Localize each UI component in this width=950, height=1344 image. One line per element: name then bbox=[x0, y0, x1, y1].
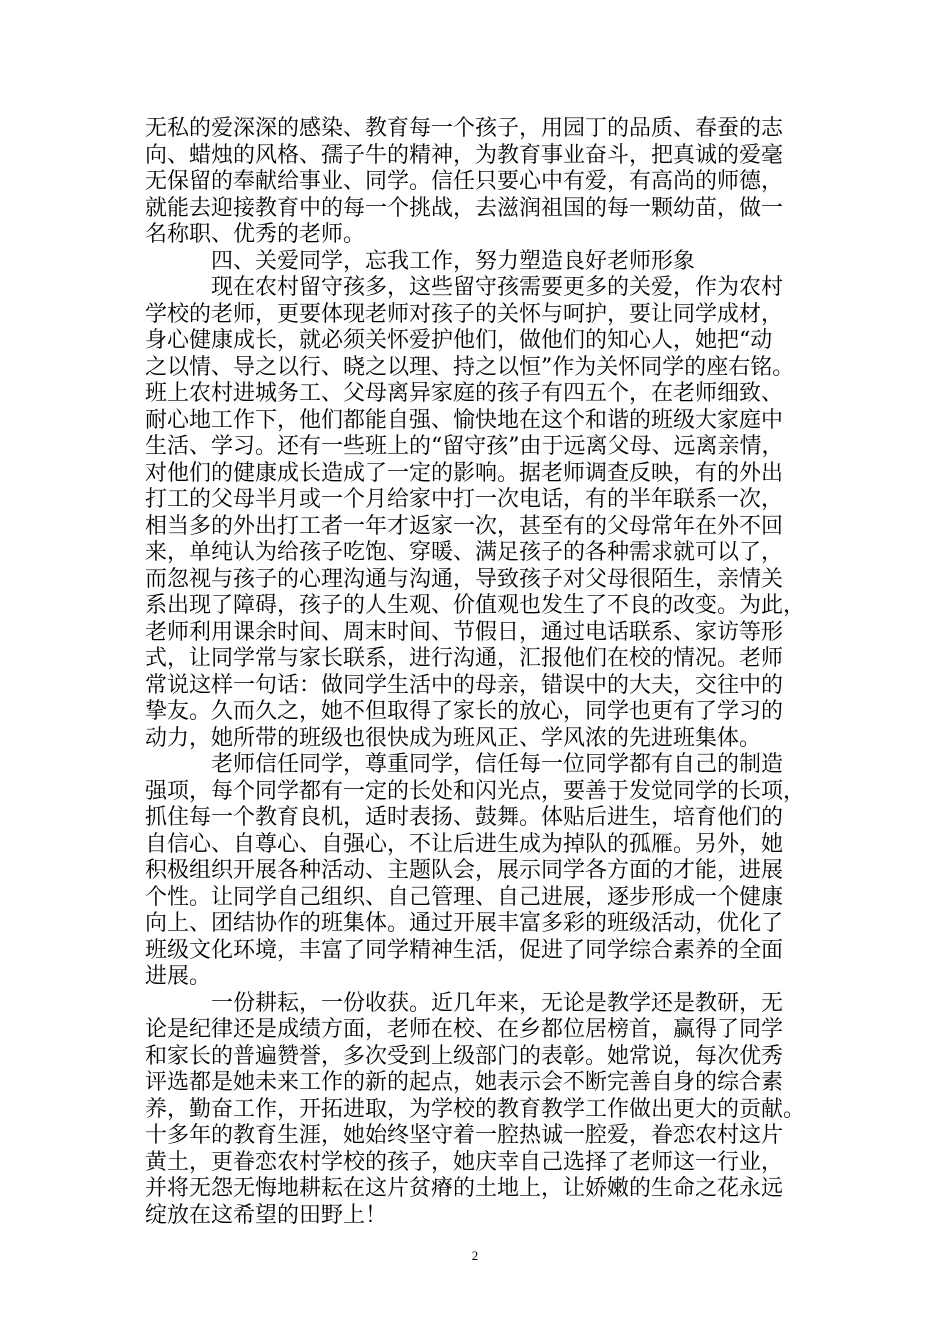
text-line: 个性。让同学自己组织、自己管理、自己进展，逐步形成一个健康 bbox=[145, 884, 784, 910]
paragraph-first-line: 一份耕耘，一份收获。近几年来，无论是教学还是教研，无 bbox=[211, 990, 784, 1016]
text-line: 无私的爱深深的感染、教育每一个孩子，用园丁的品质、春蚕的志 bbox=[145, 116, 784, 141]
text-line: 生活、学习。还有一些班上的“留守孩”由于远离父母、远离亲情， bbox=[145, 434, 784, 459]
text-line: 耐心地工作下，他们都能自强、愉快地在这个和谐的班级大家庭中 bbox=[145, 407, 784, 433]
text-line: 相当多的外出打工者一年才返家一次，甚至有的父母常年在外不回 bbox=[145, 513, 784, 539]
paragraph-first-line: 老师信任同学，尊重同学，信任每一位同学都有自己的制造 bbox=[211, 752, 784, 777]
text-line: 强项，每个同学都有一定的长处和闪光点，要善于发觉同学的长项， bbox=[145, 778, 806, 804]
text-line: 老师利用课余时间、周末时间、节假日，通过电话联系、家访等形 bbox=[145, 619, 784, 645]
text-line: 论是纪律还是成绩方面，老师在校、在乡都位居榜首，赢得了同学 bbox=[145, 1017, 784, 1042]
text-line: 和家长的普遍赞誉，多次受到上级部门的表彰。她常说，每次优秀 bbox=[145, 1043, 784, 1069]
text-line: 十多年的教育生涯，她始终坚守着一腔热诚一腔爱，眷恋农村这片 bbox=[145, 1123, 784, 1148]
text-line: 向、蜡烛的风格、孺子牛的精神，为教育事业奋斗，把真诚的爱毫 bbox=[145, 142, 784, 168]
text-line: 自信心、自尊心、自强心，不让后进生成为掉队的孤雁。另外，她 bbox=[145, 831, 784, 857]
text-line: 来，单纯认为给孩子吃饱、穿暖、满足孩子的各种需求就可以了， bbox=[145, 540, 784, 565]
section-heading: 四、关爱同学，忘我工作，努力塑造良好老师形象 bbox=[211, 248, 696, 274]
text-line: 养，勤奋工作，开拓进取，为学校的教育教学工作做出更大的贡献。 bbox=[145, 1096, 806, 1122]
paragraph-first-line: 现在农村留守孩多，这些留守孩需要更多的关爱，作为农村 bbox=[211, 275, 784, 300]
text-line: 黄土，更眷恋农村学校的孩子，她庆幸自己选择了老师这一行业， bbox=[145, 1149, 784, 1175]
text-line: 之以情、导之以行、晓之以理、持之以恒”作为关怀同学的座右铭。 bbox=[145, 354, 795, 380]
text-line: 而忽视与孩子的心理沟通与沟通，导致孩子对父母很陌生，亲情关 bbox=[145, 566, 784, 592]
body-text bbox=[145, 116, 815, 1229]
text-line: 就能去迎接教育中的每一个挑战，去滋润祖国的每一颗幼苗，做一 bbox=[145, 195, 784, 221]
text-line: 并将无怨无悔地耕耘在这片贫瘠的土地上，让娇嫩的生命之花永远 bbox=[145, 1176, 784, 1201]
text-line: 式，让同学常与家长联系，进行沟通，汇报他们在校的情况。老师 bbox=[145, 646, 784, 671]
text-line: 常说这样一句话：做同学生活中的母亲，错误中的大夫，交往中的 bbox=[145, 672, 784, 698]
text-line: 身心健康成长，就必须关怀爱护他们，做他们的知心人，她把“动 bbox=[145, 328, 773, 353]
text-line: 抓住每一个教育良机，适时表扬、鼓舞。体贴后进生，培育他们的 bbox=[145, 805, 784, 830]
text-line: 无保留的奉献给事业、同学。信任只要心中有爱，有高尚的师德， bbox=[145, 169, 784, 194]
text-line: 对他们的健康成长造成了一定的影响。据老师调查反映，有的外出 bbox=[145, 460, 784, 486]
text-line: 挚友。久而久之，她不但取得了家长的放心，同学也更有了学习的 bbox=[145, 699, 784, 724]
text-line: 班级文化环境，丰富了同学精神生活，促进了同学综合素养的全面 bbox=[145, 937, 784, 963]
text-line: 进展。 bbox=[145, 964, 212, 989]
text-line: 学校的老师，更要体现老师对孩子的关怀与呵护，要让同学成材， bbox=[145, 301, 784, 327]
text-line: 系出现了障碍，孩子的人生观、价值观也发生了不良的改变。为此， bbox=[145, 593, 806, 618]
text-line: 名称职、优秀的老师。 bbox=[145, 222, 366, 247]
text-line: 绽放在这希望的田野上！ bbox=[145, 1202, 388, 1228]
text-line: 向上、团结协作的班集体。通过开展丰富多彩的班级活动，优化了 bbox=[145, 911, 784, 936]
text-line: 班上农村进城务工、父母离异家庭的孩子有四五个，在老师细致、 bbox=[145, 381, 784, 406]
text-line: 积极组织开展各种活动、主题队会，展示同学各方面的才能，进展 bbox=[145, 858, 784, 883]
page-number: 2 bbox=[471, 1248, 479, 1263]
text-line: 评选都是她未来工作的新的起点，她表示会不断完善自身的综合素 bbox=[145, 1070, 784, 1095]
text-line: 动力，她所带的班级也很快成为班风正、学风浓的先进班集体。 bbox=[145, 725, 762, 751]
text-line: 打工的父母半月或一个月给家中打一次电话，有的半年联系一次， bbox=[145, 487, 784, 512]
